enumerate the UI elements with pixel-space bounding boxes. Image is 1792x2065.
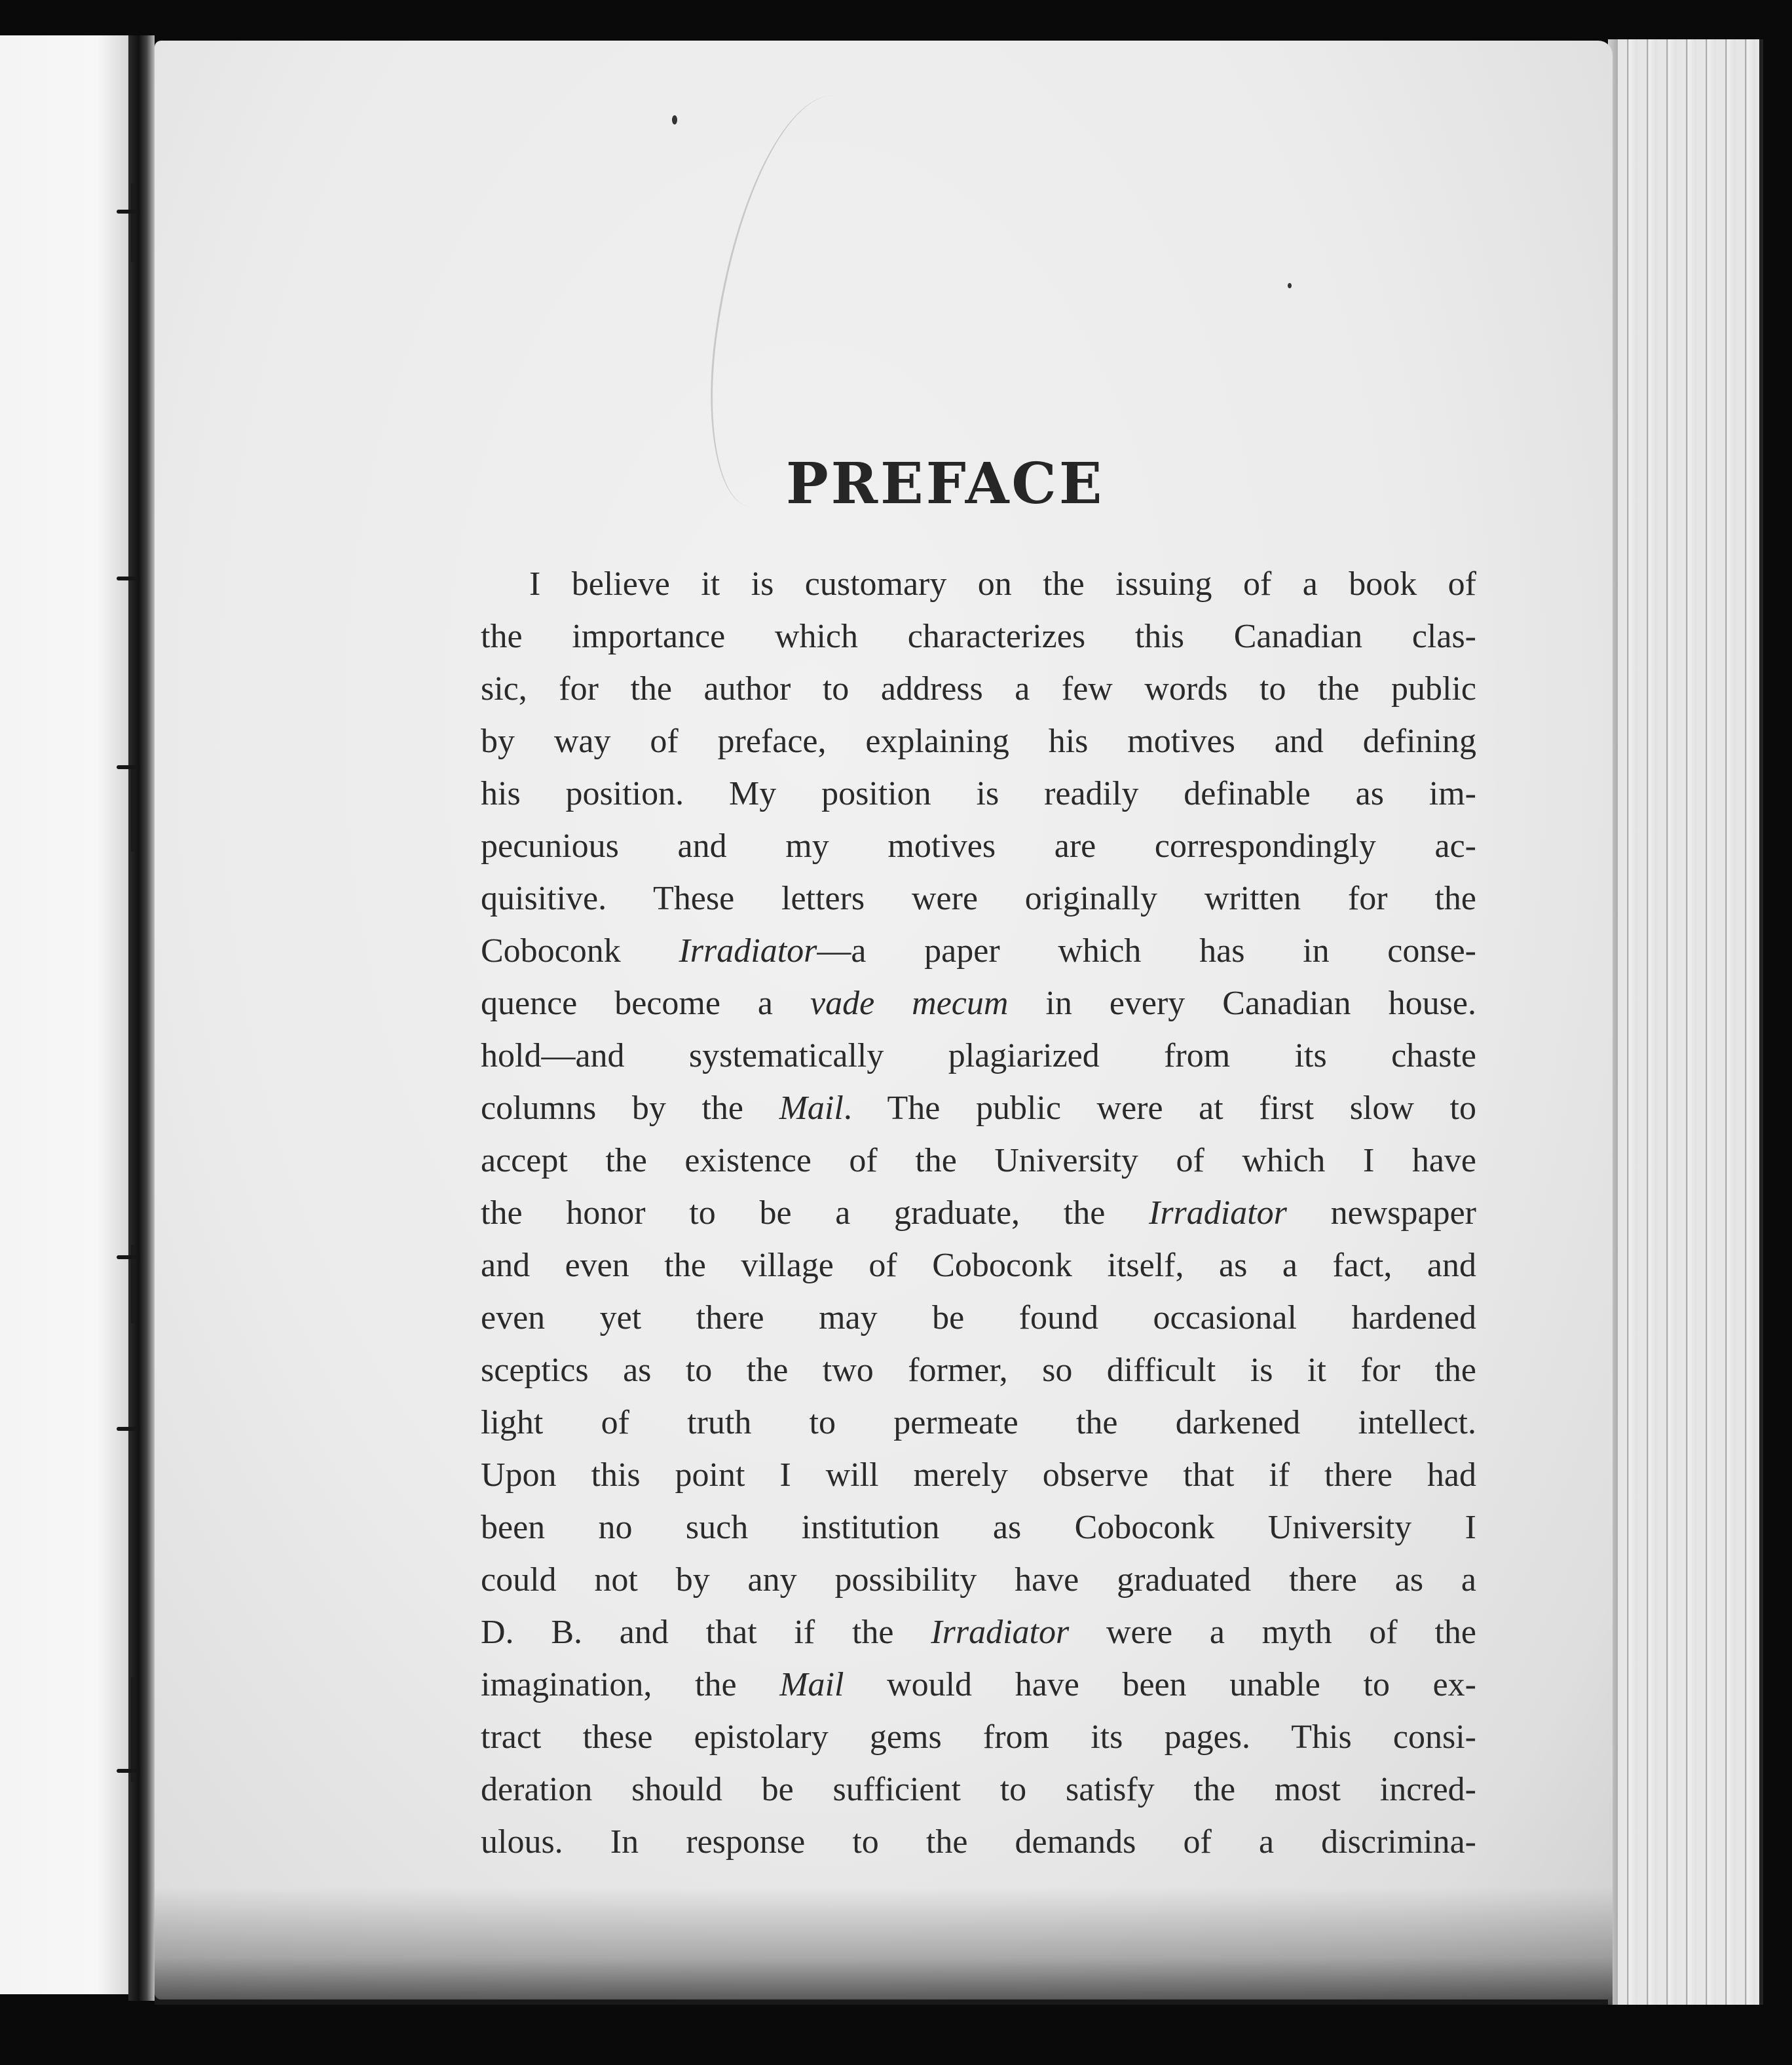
text-segment: pecunious and my motives are correspondingly ac-	[481, 827, 1476, 865]
text-line	[481, 1135, 1476, 1187]
text-segment: accept the existence of the University of which I have	[481, 1142, 1476, 1179]
text-line	[481, 663, 1476, 715]
italic-text: Mail	[779, 1666, 844, 1703]
text-line	[481, 820, 1476, 873]
previous-page-edge	[0, 35, 139, 1994]
preface-body-text	[481, 558, 1476, 1868]
page-heading: PREFACE	[786, 451, 1105, 517]
text-segment: even yet there may be found occasional hardened	[481, 1299, 1476, 1336]
binding-thread	[131, 183, 135, 262]
text-segment: columns by the	[481, 1089, 779, 1127]
italic-text: Irradiator	[679, 932, 817, 970]
text-line	[481, 1240, 1476, 1292]
text-line	[481, 977, 1476, 1030]
text-segment: imagination, the	[481, 1666, 780, 1703]
text-line	[481, 1397, 1476, 1449]
text-line	[481, 1187, 1476, 1240]
page-bottom-shadow	[155, 1887, 1613, 2005]
text-segment: D. B. and that if the	[481, 1614, 931, 1651]
binding-stitch	[117, 1427, 139, 1431]
text-segment: newspaper	[1286, 1194, 1476, 1232]
text-segment: tract these epistolary gems from its pages. This consi-	[481, 1718, 1476, 1756]
text-line	[481, 873, 1476, 925]
text-line	[481, 1816, 1476, 1868]
page-stack-edges	[1618, 39, 1763, 2005]
italic-text: Irradiator	[931, 1614, 1070, 1651]
text-segment: —a paper which has in conse-	[817, 932, 1476, 970]
text-line	[481, 1764, 1476, 1816]
text-segment: I believe it is customary on the issuing of a book of	[529, 565, 1476, 603]
italic-text: Irradiator	[1149, 1194, 1287, 1232]
text-segment: the honor to be a graduate, the	[481, 1194, 1149, 1232]
text-segment: sic, for the author to address a few words to the public	[481, 670, 1476, 708]
text-line	[481, 1606, 1476, 1659]
text-line	[481, 1449, 1476, 1502]
paper-speck	[1288, 283, 1292, 288]
text-line	[481, 1554, 1476, 1606]
text-segment: quence become a	[481, 985, 810, 1022]
text-segment: his position. My position is readily definable as im-	[481, 775, 1476, 812]
text-line	[481, 1502, 1476, 1554]
binding-stitch	[117, 210, 139, 214]
text-line	[481, 1082, 1476, 1135]
binding-stitch	[117, 1769, 139, 1773]
text-line	[481, 558, 1476, 611]
text-segment: been no such institution as Coboconk University I	[481, 1509, 1476, 1546]
text-line	[481, 1344, 1476, 1397]
binding-thread	[131, 767, 135, 852]
text-segment: quisitive. These letters were originally written for the	[481, 880, 1476, 917]
text-line	[481, 1659, 1476, 1711]
text-segment: ulous. In response to the demands of a discrimina-	[481, 1823, 1476, 1861]
text-segment: by way of preface, explaining his motives and defining	[481, 723, 1476, 760]
text-segment: hold—and systematically plagiarized from its chaste	[481, 1037, 1476, 1074]
text-segment: Coboconk	[481, 932, 679, 970]
text-line	[481, 768, 1476, 820]
text-line	[481, 1711, 1476, 1764]
text-segment: light of truth to permeate the darkened intellect.	[481, 1404, 1476, 1441]
text-segment: in every Canadian house.	[1008, 985, 1476, 1022]
text-line	[481, 611, 1476, 663]
text-segment: were a myth of the	[1069, 1614, 1476, 1651]
binding-thread	[131, 1677, 135, 1782]
text-segment: Upon this point I will merely observe that if there had	[481, 1456, 1476, 1494]
text-segment: deration should be sufficient to satisfy the most incred-	[481, 1771, 1476, 1808]
italic-text: Mail	[779, 1089, 844, 1127]
text-segment: sceptics as to the two former, so difficult is it for the	[481, 1352, 1476, 1389]
text-segment: . The public were at first slow to	[843, 1089, 1476, 1127]
text-line	[481, 715, 1476, 768]
binding-stitch	[117, 765, 139, 769]
text-segment: the importance which characterizes this Canadian clas-	[481, 618, 1476, 655]
text-line	[481, 1292, 1476, 1344]
text-segment: and even the village of Coboconk itself, as a fact, and	[481, 1247, 1476, 1284]
text-segment: could not by any possibility have graduated there as a	[481, 1561, 1476, 1599]
binding-stitch	[117, 577, 139, 580]
paper-speck	[672, 115, 677, 124]
text-line	[481, 1030, 1476, 1082]
italic-text: vade mecum	[810, 985, 1009, 1022]
binding-stitch	[117, 1255, 139, 1259]
text-line	[481, 925, 1476, 977]
text-segment: would have been unable to ex-	[844, 1666, 1476, 1703]
